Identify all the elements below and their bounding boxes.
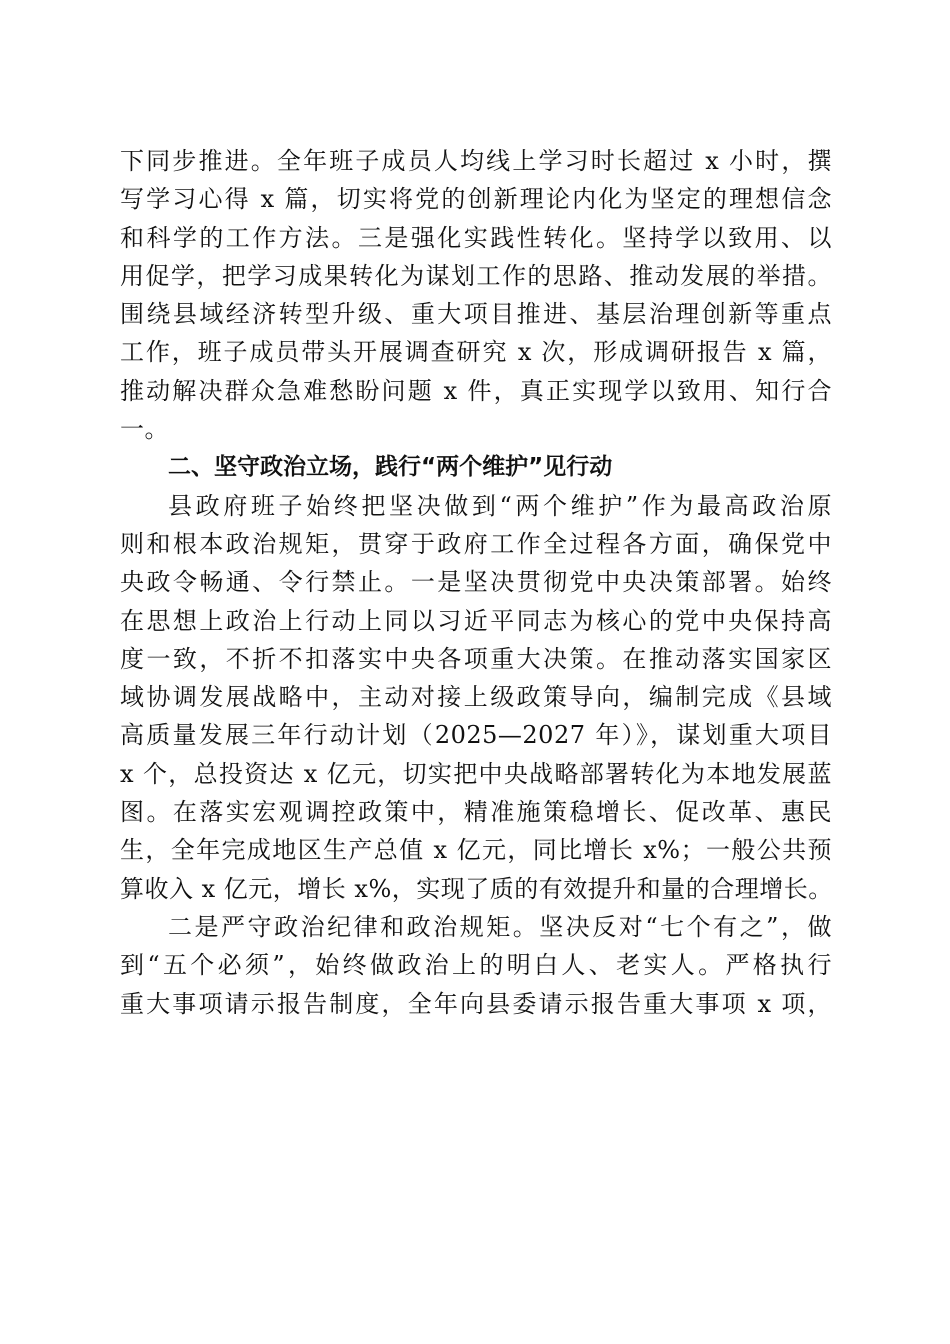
paragraph-line: 用促学，把学习成果转化为谋划工作的思路、推动发展的举措。: [120, 261, 832, 290]
paragraph-line: 围绕县域经济转型升级、重大项目推进、基层治理创新等重点: [120, 300, 832, 329]
paragraph-line: 图。在落实宏观调控政策中，精准施策稳增长、促改革、惠民: [120, 798, 832, 827]
paragraph-line: 度一致，不折不扣落实中央各项重大决策。在推动落实国家区: [120, 644, 832, 673]
paragraph-line: 重大事项请示报告制度，全年向县委请示报告重大事项 x 项，: [120, 989, 832, 1018]
paragraph-line: 域协调发展战略中，主动对接上级政策导向，编制完成《县域: [120, 683, 832, 712]
paragraph-line: 一。: [120, 415, 169, 444]
paragraph-line: 算收入 x 亿元，增长 x%，实现了质的有效提升和量的合理增长。: [120, 874, 833, 903]
paragraph-line: 工作，班子成员带头开展调查研究 x 次，形成调研报告 x 篇，: [120, 338, 832, 367]
paragraph-line: 二是严守政治纪律和政治规矩。坚决反对“七个有之”，做: [168, 912, 832, 941]
paragraph-line: 下同步推进。全年班子成员人均线上学习时长超过 x 小时，撰: [120, 147, 832, 175]
section-heading: 二、坚守政治立场，践行“两个维护”见行动: [168, 454, 613, 481]
paragraph-line: 推动解决群众急难愁盼问题 x 件，真正实现学以致用、知行合: [120, 376, 832, 405]
paragraph-line: 和科学的工作方法。三是强化实践性转化。坚持学以致用、以: [120, 223, 832, 252]
paragraph-line: 在思想上政治上行动上同以习近平同志为核心的党中央保持高: [120, 606, 832, 635]
paragraph-line: x 个，总投资达 x 亿元，切实把中央战略部署转化为本地发展蓝: [120, 759, 832, 788]
paragraph-line: 生，全年完成地区生产总值 x 亿元，同比增长 x%；一般公共预: [120, 836, 832, 865]
paragraph-line: 写学习心得 x 篇，切实将党的创新理论内化为坚定的理想信念: [120, 185, 832, 214]
paragraph-line: 到“五个必须”，始终做政治上的明白人、老实人。严格执行: [120, 951, 832, 980]
paragraph-line: 高质量发展三年行动计划（2025—2027 年）》，谋划重大项目: [120, 721, 832, 750]
paragraph-line: 县政府班子始终把坚决做到“两个维护”作为最高政治原: [168, 491, 832, 520]
paragraph-line: 则和根本政治规矩，贯穿于政府工作全过程各方面，确保党中: [120, 529, 832, 558]
document-body: [120, 142, 832, 1023]
paragraph-line: 央政令畅通、令行禁止。一是坚决贯彻党中央决策部署。始终: [120, 568, 832, 597]
